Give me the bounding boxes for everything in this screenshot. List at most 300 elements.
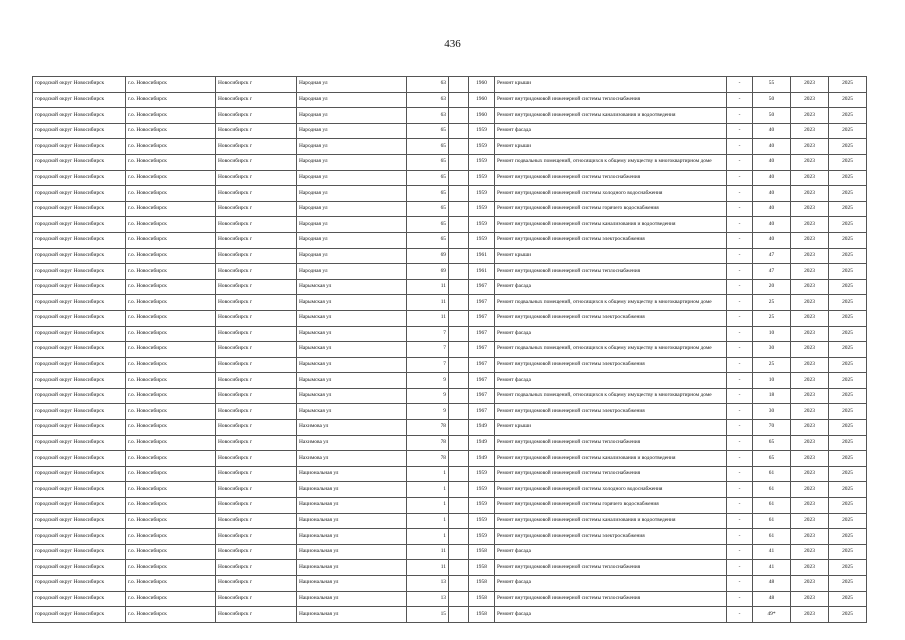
age-cell: 10 xyxy=(753,373,791,389)
age-cell: 48 xyxy=(753,591,791,607)
end-year-cell: 2025 xyxy=(829,357,867,373)
start-year-cell: 2023 xyxy=(791,77,829,93)
locality-cell: Новосибирск г xyxy=(216,248,297,264)
end-year-cell: 2025 xyxy=(829,529,867,545)
cost-cell: - xyxy=(727,544,753,560)
table-row xyxy=(33,482,867,498)
house-number-cell: 65 xyxy=(407,201,449,217)
work-type-cell: Ремонт крыши xyxy=(495,139,727,155)
table-row xyxy=(33,264,867,280)
start-year-cell: 2023 xyxy=(791,264,829,280)
year-built-cell: 1958 xyxy=(469,544,495,560)
district-cell: г.о. Новосибирск xyxy=(126,373,216,389)
district-cell: г.о. Новосибирск xyxy=(126,388,216,404)
street-cell: Народная ул xyxy=(297,232,407,248)
district-cell: г.о. Новосибирск xyxy=(126,139,216,155)
municipality-cell: городской округ Новосибирск xyxy=(33,388,126,404)
age-cell: 61 xyxy=(753,513,791,529)
start-year-cell: 2023 xyxy=(791,217,829,233)
district-cell: г.о. Новосибирск xyxy=(126,451,216,467)
house-number-cell: 1 xyxy=(407,466,449,482)
work-type-cell: Ремонт внутридомовой инженерной системы электроснабжения xyxy=(495,310,727,326)
street-cell: Национальная ул xyxy=(297,482,407,498)
age-cell: 30 xyxy=(753,404,791,420)
street-cell: Национальная ул xyxy=(297,529,407,545)
building-cell xyxy=(449,373,469,389)
start-year-cell: 2023 xyxy=(791,123,829,139)
work-type-cell: Ремонт внутридомовой инженерной системы горячего водоснабжения xyxy=(495,498,727,514)
age-cell: 40 xyxy=(753,217,791,233)
start-year-cell: 2023 xyxy=(791,92,829,108)
year-built-cell: 1967 xyxy=(469,326,495,342)
year-built-cell: 1967 xyxy=(469,295,495,311)
building-cell xyxy=(449,576,469,592)
age-cell: 40 xyxy=(753,154,791,170)
work-type-cell: Ремонт фасада xyxy=(495,279,727,295)
locality-cell: Новосибирск г xyxy=(216,498,297,514)
end-year-cell: 2025 xyxy=(829,217,867,233)
building-cell xyxy=(449,295,469,311)
cost-cell: - xyxy=(727,295,753,311)
work-type-cell: Ремонт внутридомовой инженерной системы теплоснабжения xyxy=(495,92,727,108)
municipality-cell: городской округ Новосибирск xyxy=(33,482,126,498)
house-number-cell: 11 xyxy=(407,295,449,311)
work-type-cell: Ремонт фасада xyxy=(495,326,727,342)
age-cell: 50 xyxy=(753,92,791,108)
street-cell: Национальная ул xyxy=(297,498,407,514)
building-cell xyxy=(449,77,469,93)
cost-cell: - xyxy=(727,482,753,498)
cost-cell: - xyxy=(727,357,753,373)
start-year-cell: 2023 xyxy=(791,482,829,498)
age-cell: 18 xyxy=(753,388,791,404)
building-cell xyxy=(449,435,469,451)
table-row xyxy=(33,357,867,373)
district-cell: г.о. Новосибирск xyxy=(126,232,216,248)
cost-cell: - xyxy=(727,232,753,248)
locality-cell: Новосибирск г xyxy=(216,154,297,170)
district-cell: г.о. Новосибирск xyxy=(126,248,216,264)
house-number-cell: 9 xyxy=(407,388,449,404)
year-built-cell: 1959 xyxy=(469,466,495,482)
age-cell: 61 xyxy=(753,466,791,482)
start-year-cell: 2023 xyxy=(791,388,829,404)
municipality-cell: городской округ Новосибирск xyxy=(33,248,126,264)
building-cell xyxy=(449,529,469,545)
locality-cell: Новосибирск г xyxy=(216,186,297,202)
building-cell xyxy=(449,607,469,623)
municipality-cell: городской округ Новосибирск xyxy=(33,77,126,93)
age-cell: 61 xyxy=(753,529,791,545)
end-year-cell: 2025 xyxy=(829,154,867,170)
municipality-cell: городской округ Новосибирск xyxy=(33,264,126,280)
street-cell: Нахимова ул xyxy=(297,420,407,436)
start-year-cell: 2023 xyxy=(791,139,829,155)
age-cell: 40 xyxy=(753,232,791,248)
house-number-cell: 65 xyxy=(407,139,449,155)
table-row xyxy=(33,310,867,326)
year-built-cell: 1967 xyxy=(469,357,495,373)
street-cell: Национальная ул xyxy=(297,560,407,576)
end-year-cell: 2025 xyxy=(829,201,867,217)
table-row xyxy=(33,420,867,436)
cost-cell: - xyxy=(727,264,753,280)
work-type-cell: Ремонт подвальных помещений, относящихся к общему имуществу в многоквартирном доме xyxy=(495,388,727,404)
locality-cell: Новосибирск г xyxy=(216,451,297,467)
cost-cell: - xyxy=(727,576,753,592)
street-cell: Народная ул xyxy=(297,123,407,139)
year-built-cell: 1959 xyxy=(469,139,495,155)
house-number-cell: 7 xyxy=(407,357,449,373)
street-cell: Нарымская ул xyxy=(297,310,407,326)
end-year-cell: 2025 xyxy=(829,264,867,280)
district-cell: г.о. Новосибирск xyxy=(126,154,216,170)
locality-cell: Новосибирск г xyxy=(216,326,297,342)
year-built-cell: 1958 xyxy=(469,576,495,592)
municipality-cell: городской округ Новосибирск xyxy=(33,513,126,529)
locality-cell: Новосибирск г xyxy=(216,576,297,592)
locality-cell: Новосибирск г xyxy=(216,217,297,233)
table-row xyxy=(33,529,867,545)
end-year-cell: 2025 xyxy=(829,513,867,529)
cost-cell: - xyxy=(727,513,753,529)
table-row xyxy=(33,466,867,482)
building-cell xyxy=(449,139,469,155)
house-number-cell: 63 xyxy=(407,92,449,108)
end-year-cell: 2025 xyxy=(829,388,867,404)
year-built-cell: 1959 xyxy=(469,529,495,545)
table-row xyxy=(33,77,867,93)
work-type-cell: Ремонт внутридомовой инженерной системы холодного водоснабжения xyxy=(495,482,727,498)
cost-cell: - xyxy=(727,388,753,404)
house-number-cell: 1 xyxy=(407,482,449,498)
table-row xyxy=(33,170,867,186)
end-year-cell: 2025 xyxy=(829,451,867,467)
house-number-cell: 11 xyxy=(407,310,449,326)
table-row xyxy=(33,607,867,623)
cost-cell: - xyxy=(727,123,753,139)
building-cell xyxy=(449,201,469,217)
year-built-cell: 1960 xyxy=(469,108,495,124)
house-number-cell: 69 xyxy=(407,248,449,264)
municipality-cell: городской округ Новосибирск xyxy=(33,576,126,592)
district-cell: г.о. Новосибирск xyxy=(126,591,216,607)
building-cell xyxy=(449,123,469,139)
start-year-cell: 2023 xyxy=(791,342,829,358)
end-year-cell: 2025 xyxy=(829,92,867,108)
age-cell: 47 xyxy=(753,248,791,264)
year-built-cell: 1958 xyxy=(469,607,495,623)
building-cell xyxy=(449,170,469,186)
district-cell: г.о. Новосибирск xyxy=(126,279,216,295)
house-number-cell: 1 xyxy=(407,529,449,545)
house-number-cell: 15 xyxy=(407,607,449,623)
municipality-cell: городской округ Новосибирск xyxy=(33,420,126,436)
year-built-cell: 1959 xyxy=(469,482,495,498)
district-cell: г.о. Новосибирск xyxy=(126,310,216,326)
work-type-cell: Ремонт фасада xyxy=(495,373,727,389)
locality-cell: Новосибирск г xyxy=(216,404,297,420)
street-cell: Национальная ул xyxy=(297,607,407,623)
street-cell: Национальная ул xyxy=(297,591,407,607)
end-year-cell: 2025 xyxy=(829,560,867,576)
locality-cell: Новосибирск г xyxy=(216,170,297,186)
age-cell: 41 xyxy=(753,544,791,560)
municipality-cell: городской округ Новосибирск xyxy=(33,186,126,202)
end-year-cell: 2025 xyxy=(829,326,867,342)
cost-cell: - xyxy=(727,342,753,358)
street-cell: Нарымская ул xyxy=(297,279,407,295)
district-cell: г.о. Новосибирск xyxy=(126,607,216,623)
year-built-cell: 1960 xyxy=(469,77,495,93)
street-cell: Народная ул xyxy=(297,139,407,155)
district-cell: г.о. Новосибирск xyxy=(126,498,216,514)
cost-cell: - xyxy=(727,108,753,124)
cost-cell: - xyxy=(727,139,753,155)
house-number-cell: 13 xyxy=(407,576,449,592)
street-cell: Нарымская ул xyxy=(297,373,407,389)
municipality-cell: городской округ Новосибирск xyxy=(33,154,126,170)
municipality-cell: городской округ Новосибирск xyxy=(33,139,126,155)
year-built-cell: 1949 xyxy=(469,451,495,467)
age-cell: 40 xyxy=(753,123,791,139)
district-cell: г.о. Новосибирск xyxy=(126,123,216,139)
district-cell: г.о. Новосибирск xyxy=(126,357,216,373)
year-built-cell: 1958 xyxy=(469,560,495,576)
end-year-cell: 2025 xyxy=(829,404,867,420)
end-year-cell: 2025 xyxy=(829,170,867,186)
locality-cell: Новосибирск г xyxy=(216,357,297,373)
district-cell: г.о. Новосибирск xyxy=(126,186,216,202)
municipality-cell: городской округ Новосибирск xyxy=(33,498,126,514)
work-type-cell: Ремонт подвальных помещений, относящихся к общему имуществу в многоквартирном доме xyxy=(495,154,727,170)
municipality-cell: городской округ Новосибирск xyxy=(33,404,126,420)
age-cell: 41 xyxy=(753,560,791,576)
year-built-cell: 1959 xyxy=(469,498,495,514)
work-type-cell: Ремонт внутридомовой инженерной системы электроснабжения xyxy=(495,357,727,373)
age-cell: 48 xyxy=(753,576,791,592)
work-type-cell: Ремонт внутридомовой инженерной системы холодного водоснабжения xyxy=(495,186,727,202)
table-row xyxy=(33,451,867,467)
table-row xyxy=(33,92,867,108)
building-cell xyxy=(449,388,469,404)
district-cell: г.о. Новосибирск xyxy=(126,217,216,233)
end-year-cell: 2025 xyxy=(829,498,867,514)
building-cell xyxy=(449,466,469,482)
year-built-cell: 1959 xyxy=(469,217,495,233)
locality-cell: Новосибирск г xyxy=(216,342,297,358)
house-number-cell: 7 xyxy=(407,342,449,358)
district-cell: г.о. Новосибирск xyxy=(126,201,216,217)
locality-cell: Новосибирск г xyxy=(216,607,297,623)
table-row xyxy=(33,373,867,389)
page-number: 436 xyxy=(444,38,461,50)
street-cell: Народная ул xyxy=(297,248,407,264)
cost-cell: - xyxy=(727,248,753,264)
municipality-cell: городской округ Новосибирск xyxy=(33,435,126,451)
building-cell xyxy=(449,342,469,358)
work-type-cell: Ремонт внутридомовой инженерной системы электроснабжения xyxy=(495,404,727,420)
district-cell: г.о. Новосибирск xyxy=(126,342,216,358)
year-built-cell: 1959 xyxy=(469,186,495,202)
municipality-cell: городской округ Новосибирск xyxy=(33,232,126,248)
cost-cell: - xyxy=(727,217,753,233)
locality-cell: Новосибирск г xyxy=(216,420,297,436)
municipality-cell: городской округ Новосибирск xyxy=(33,373,126,389)
locality-cell: Новосибирск г xyxy=(216,310,297,326)
locality-cell: Новосибирск г xyxy=(216,529,297,545)
house-number-cell: 65 xyxy=(407,217,449,233)
building-cell xyxy=(449,232,469,248)
street-cell: Нарымская ул xyxy=(297,342,407,358)
building-cell xyxy=(449,451,469,467)
building-cell xyxy=(449,591,469,607)
house-number-cell: 78 xyxy=(407,435,449,451)
cost-cell: - xyxy=(727,435,753,451)
street-cell: Нарымская ул xyxy=(297,404,407,420)
municipality-cell: городской округ Новосибирск xyxy=(33,217,126,233)
table-row xyxy=(33,498,867,514)
street-cell: Нарымская ул xyxy=(297,326,407,342)
age-cell: 30 xyxy=(753,342,791,358)
registry-body xyxy=(33,77,867,623)
work-type-cell: Ремонт внутридомовой инженерной системы горячего водоснабжения xyxy=(495,201,727,217)
age-cell: 65 xyxy=(753,435,791,451)
end-year-cell: 2025 xyxy=(829,607,867,623)
age-cell: 61 xyxy=(753,498,791,514)
table-row xyxy=(33,513,867,529)
table-row xyxy=(33,279,867,295)
street-cell: Народная ул xyxy=(297,170,407,186)
cost-cell: - xyxy=(727,607,753,623)
building-cell xyxy=(449,404,469,420)
work-type-cell: Ремонт крыши xyxy=(495,420,727,436)
work-type-cell: Ремонт внутридомовой инженерной системы теплоснабжения xyxy=(495,264,727,280)
end-year-cell: 2025 xyxy=(829,420,867,436)
age-cell: 25 xyxy=(753,295,791,311)
cost-cell: - xyxy=(727,498,753,514)
start-year-cell: 2023 xyxy=(791,108,829,124)
house-number-cell: 11 xyxy=(407,544,449,560)
street-cell: Народная ул xyxy=(297,154,407,170)
house-number-cell: 78 xyxy=(407,420,449,436)
year-built-cell: 1959 xyxy=(469,123,495,139)
end-year-cell: 2025 xyxy=(829,373,867,389)
district-cell: г.о. Новосибирск xyxy=(126,482,216,498)
district-cell: г.о. Новосибирск xyxy=(126,513,216,529)
municipality-cell: городской округ Новосибирск xyxy=(33,92,126,108)
start-year-cell: 2023 xyxy=(791,310,829,326)
building-cell xyxy=(449,513,469,529)
locality-cell: Новосибирск г xyxy=(216,123,297,139)
year-built-cell: 1967 xyxy=(469,279,495,295)
year-built-cell: 1959 xyxy=(469,232,495,248)
work-type-cell: Ремонт фасада xyxy=(495,576,727,592)
building-cell xyxy=(449,248,469,264)
district-cell: г.о. Новосибирск xyxy=(126,295,216,311)
house-number-cell: 9 xyxy=(407,404,449,420)
end-year-cell: 2025 xyxy=(829,186,867,202)
table-row xyxy=(33,295,867,311)
work-type-cell: Ремонт внутридомовой инженерной системы канализования и водоотведения xyxy=(495,217,727,233)
cost-cell: - xyxy=(727,560,753,576)
building-cell xyxy=(449,420,469,436)
municipality-cell: городской округ Новосибирск xyxy=(33,451,126,467)
street-cell: Нарымская ул xyxy=(297,357,407,373)
district-cell: г.о. Новосибирск xyxy=(126,92,216,108)
end-year-cell: 2025 xyxy=(829,77,867,93)
age-cell: 40 xyxy=(753,186,791,202)
district-cell: г.о. Новосибирск xyxy=(126,466,216,482)
street-cell: Народная ул xyxy=(297,77,407,93)
street-cell: Народная ул xyxy=(297,108,407,124)
work-type-cell: Ремонт внутридомовой инженерной системы электроснабжения xyxy=(495,529,727,545)
year-built-cell: 1967 xyxy=(469,342,495,358)
locality-cell: Новосибирск г xyxy=(216,482,297,498)
year-built-cell: 1959 xyxy=(469,170,495,186)
start-year-cell: 2023 xyxy=(791,232,829,248)
table-row xyxy=(33,388,867,404)
house-number-cell: 1 xyxy=(407,498,449,514)
building-cell xyxy=(449,92,469,108)
house-number-cell: 63 xyxy=(407,108,449,124)
table-row xyxy=(33,435,867,451)
year-built-cell: 1959 xyxy=(469,154,495,170)
district-cell: г.о. Новосибирск xyxy=(126,544,216,560)
building-cell xyxy=(449,310,469,326)
locality-cell: Новосибирск г xyxy=(216,591,297,607)
cost-cell: - xyxy=(727,451,753,467)
table-row xyxy=(33,186,867,202)
work-type-cell: Ремонт внутридомовой инженерной системы теплоснабжения xyxy=(495,435,727,451)
house-number-cell: 65 xyxy=(407,123,449,139)
locality-cell: Новосибирск г xyxy=(216,466,297,482)
locality-cell: Новосибирск г xyxy=(216,92,297,108)
cost-cell: - xyxy=(727,310,753,326)
municipality-cell: городской округ Новосибирск xyxy=(33,326,126,342)
year-built-cell: 1949 xyxy=(469,435,495,451)
end-year-cell: 2025 xyxy=(829,310,867,326)
street-cell: Национальная ул xyxy=(297,544,407,560)
locality-cell: Новосибирск г xyxy=(216,108,297,124)
municipality-cell: городской округ Новосибирск xyxy=(33,170,126,186)
cost-cell: - xyxy=(727,279,753,295)
year-built-cell: 1967 xyxy=(469,404,495,420)
house-number-cell: 63 xyxy=(407,77,449,93)
work-type-cell: Ремонт фасада xyxy=(495,544,727,560)
end-year-cell: 2025 xyxy=(829,342,867,358)
district-cell: г.о. Новосибирск xyxy=(126,576,216,592)
year-built-cell: 1959 xyxy=(469,201,495,217)
building-cell xyxy=(449,544,469,560)
street-cell: Нарымская ул xyxy=(297,295,407,311)
cost-cell: - xyxy=(727,529,753,545)
municipality-cell: городской округ Новосибирск xyxy=(33,607,126,623)
age-cell: 40 xyxy=(753,170,791,186)
locality-cell: Новосибирск г xyxy=(216,295,297,311)
street-cell: Народная ул xyxy=(297,92,407,108)
house-number-cell: 11 xyxy=(407,560,449,576)
cost-cell: - xyxy=(727,186,753,202)
start-year-cell: 2023 xyxy=(791,404,829,420)
street-cell: Национальная ул xyxy=(297,576,407,592)
work-type-cell: Ремонт подвальных помещений, относящихся к общему имуществу в многоквартирном доме xyxy=(495,295,727,311)
work-type-cell: Ремонт фасада xyxy=(495,607,727,623)
start-year-cell: 2023 xyxy=(791,560,829,576)
start-year-cell: 2023 xyxy=(791,466,829,482)
locality-cell: Новосибирск г xyxy=(216,139,297,155)
district-cell: г.о. Новосибирск xyxy=(126,108,216,124)
